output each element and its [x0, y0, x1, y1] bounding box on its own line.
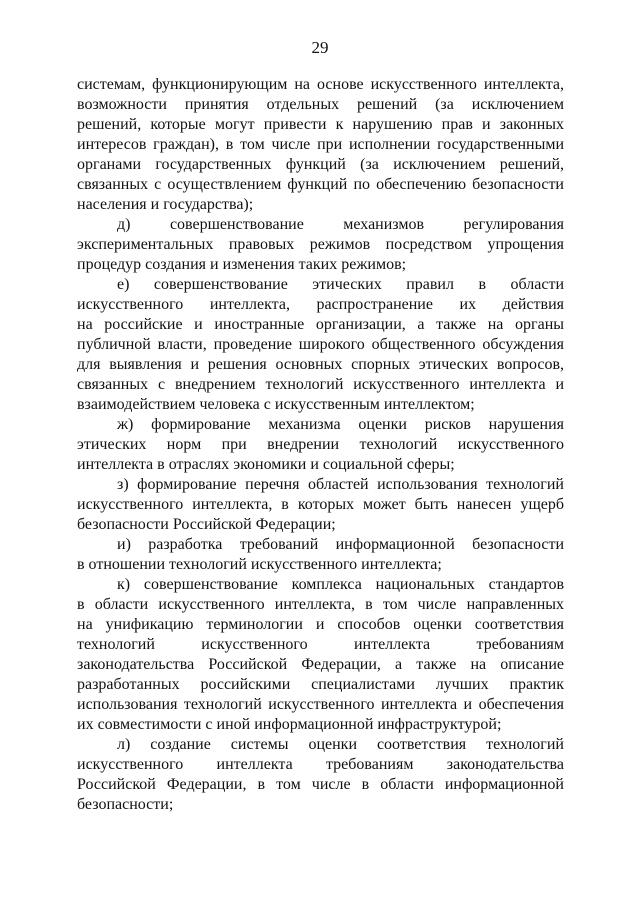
text-line: д) совершенствование механизмов регулирования [117, 216, 564, 233]
text-line: искусственного интеллекта, распространение их действия [77, 296, 564, 313]
page-number: 29 [311, 38, 329, 57]
text-line: процедур создания и изменения таких режимов; [77, 256, 407, 273]
text-line: искусственного интеллекта, в которых может быть нанесен ущерб [77, 496, 564, 513]
text-line: системам, функционирующим на основе искусственного интеллекта, [77, 76, 564, 93]
paragraph [77, 735, 564, 815]
text-line: экспериментальных правовых режимов посредством упрощения [77, 236, 564, 253]
text-line: возможности принятия отдельных решений (за исключением [77, 96, 564, 113]
text-line: интеллекта в отраслях экономики и социальной сферы; [77, 456, 455, 473]
paragraph [77, 275, 564, 415]
text-line: законодательства Российской Федерации, а также на описание [77, 656, 564, 673]
text-line: и) разработка требований информационной безопасности [117, 536, 564, 553]
text-line: л) создание системы оценки соответствия технологий [117, 736, 564, 753]
paragraph [77, 475, 564, 535]
text-line: е) совершенствование этических правил в области [117, 276, 564, 293]
text-line: ж) формирование механизма оценки рисков нарушения [117, 416, 564, 433]
text-line: населения и государства); [77, 196, 254, 213]
text-line: Российской Федерации, в том числе в области информационной [77, 776, 564, 793]
text-line: связанных с внедрением технологий искусственного интеллекта и [77, 376, 564, 393]
paragraph [77, 75, 564, 215]
paragraph [77, 575, 564, 735]
text-line: к) совершенствование комплекса национальных стандартов [117, 576, 564, 593]
text-line: для выявления и решения основных спорных этических вопросов, [77, 356, 564, 373]
text-line: взаимодействием человека с искусственным интеллектом; [77, 396, 475, 413]
text-line: органами государственных функций (за исключением решений, [77, 156, 564, 173]
text-line: з) формирование перечня областей использования технологий [117, 476, 564, 493]
text-line: этических норм при внедрении технологий искусственного [77, 436, 564, 453]
text-line: публичной власти, проведение широкого общественного обсуждения [77, 336, 564, 353]
text-line: безопасности; [77, 796, 174, 813]
text-line: на унификацию терминологии и способов оценки соответствия [77, 616, 564, 633]
text-line: интересов граждан), в том числе при исполнении государственными [77, 136, 564, 153]
document-body [77, 75, 564, 815]
text-line: на российские и иностранные организации, а также на органы [77, 316, 564, 333]
text-line: их совместимости с иной информационной инфраструктурой; [77, 716, 502, 733]
text-line: в области искусственного интеллекта, в том числе направленных [77, 596, 564, 613]
paragraph [77, 535, 564, 575]
paragraph [77, 415, 564, 475]
text-line: искусственного интеллекта требованиям законодательства [77, 756, 564, 773]
text-line: в отношении технологий искусственного интеллекта; [77, 556, 442, 573]
paragraph [77, 215, 564, 275]
text-line: решений, которые могут привести к нарушению прав и законных [77, 116, 564, 133]
text-line: безопасности Российской Федерации; [77, 516, 336, 533]
text-line: связанных с осуществлением функций по обеспечению безопасности [77, 176, 564, 193]
text-line: технологий искусственного интеллекта требованиям [77, 636, 564, 653]
text-line: использования технологий искусственного интеллекта и обеспечения [77, 696, 564, 713]
text-line: разработанных российскими специалистами лучших практик [77, 676, 564, 693]
